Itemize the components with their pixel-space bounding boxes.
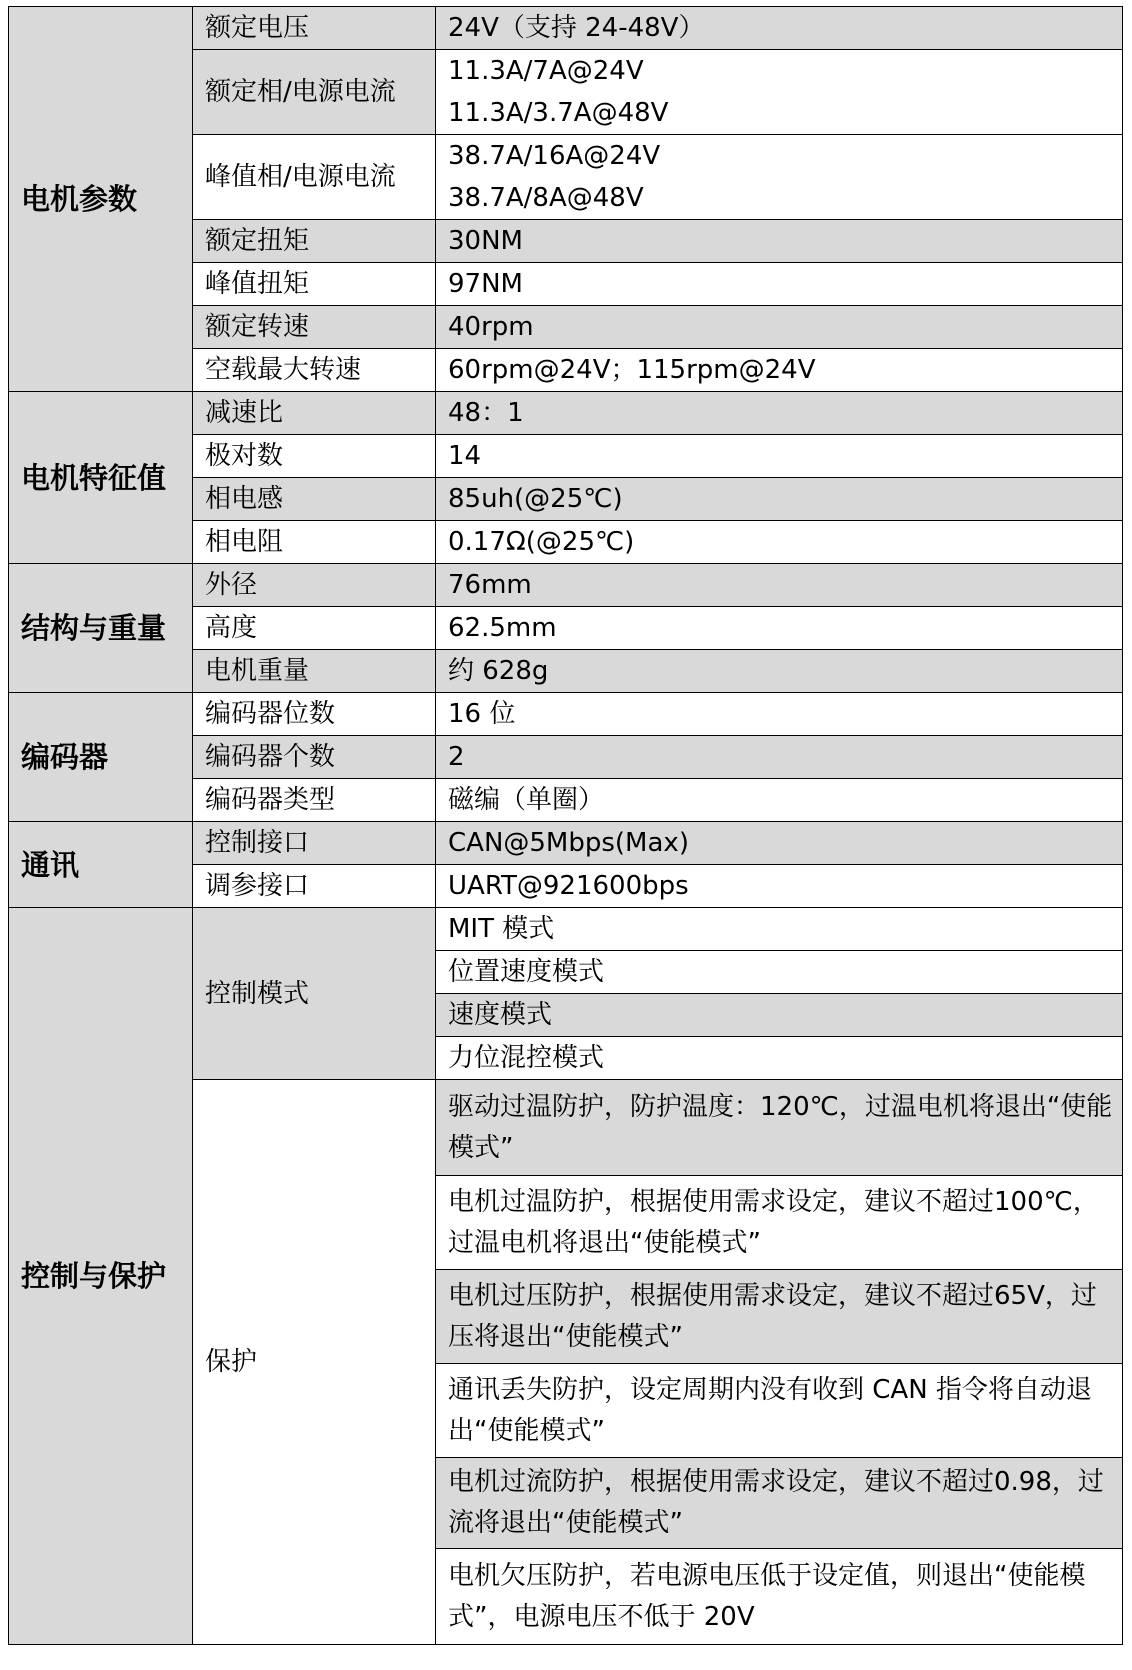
param-value: 85uh(@25℃) bbox=[436, 478, 1123, 521]
param-label: 额定转速 bbox=[193, 306, 436, 349]
category-cell: 通讯 bbox=[9, 822, 193, 908]
protection-item: 电机过流防护，根据使用需求设定，建议不超过0.98，过流将退出“使能模式” bbox=[436, 1458, 1123, 1549]
table-row bbox=[9, 822, 1123, 865]
param-label: 高度 bbox=[193, 607, 436, 650]
param-label: 额定电压 bbox=[193, 7, 436, 50]
param-value: 62.5mm bbox=[436, 607, 1123, 650]
protection-item: 电机过压防护，根据使用需求设定，建议不超过65V，过压将退出“使能模式” bbox=[436, 1270, 1123, 1364]
param-label: 控制模式 bbox=[193, 908, 436, 1080]
param-value: 14 bbox=[436, 435, 1123, 478]
param-label: 额定扭矩 bbox=[193, 220, 436, 263]
param-value: 38.7A/8A@48V bbox=[436, 177, 1123, 220]
table-row bbox=[9, 7, 1123, 50]
category-cell: 控制与保护 bbox=[9, 908, 193, 1645]
param-value: 0.17Ω(@25℃) bbox=[436, 521, 1123, 564]
mode-item: MIT 模式 bbox=[436, 908, 1123, 951]
param-value: 2 bbox=[436, 736, 1123, 779]
param-label: 编码器位数 bbox=[193, 693, 436, 736]
param-label: 控制接口 bbox=[193, 822, 436, 865]
category-cell: 电机参数 bbox=[9, 7, 193, 392]
category-cell: 电机特征值 bbox=[9, 392, 193, 564]
protection-item: 通讯丢失防护，设定周期内没有收到 CAN 指令将自动退出“使能模式” bbox=[436, 1364, 1123, 1458]
param-value: 16 位 bbox=[436, 693, 1123, 736]
param-label: 调参接口 bbox=[193, 865, 436, 908]
param-value: 磁编（单圈） bbox=[436, 779, 1123, 822]
param-label: 极对数 bbox=[193, 435, 436, 478]
param-value: 76mm bbox=[436, 564, 1123, 607]
param-label: 保护 bbox=[193, 1080, 436, 1645]
param-label: 额定相/电源电流 bbox=[193, 50, 436, 135]
param-value: 11.3A/7A@24V bbox=[436, 50, 1123, 93]
param-label: 峰值相/电源电流 bbox=[193, 135, 436, 220]
param-label: 相电感 bbox=[193, 478, 436, 521]
param-value: CAN@5Mbps(Max) bbox=[436, 822, 1123, 865]
param-value: 40rpm bbox=[436, 306, 1123, 349]
table-row bbox=[9, 392, 1123, 435]
mode-item: 位置速度模式 bbox=[436, 951, 1123, 994]
param-label: 编码器个数 bbox=[193, 736, 436, 779]
param-value: 24V（支持 24-48V） bbox=[436, 7, 1123, 50]
table-row bbox=[9, 693, 1123, 736]
protection-item: 驱动过温防护，防护温度：120℃，过温电机将退出“使能模式” bbox=[436, 1080, 1123, 1176]
param-value: 30NM bbox=[436, 220, 1123, 263]
param-label: 电机重量 bbox=[193, 650, 436, 693]
param-label: 减速比 bbox=[193, 392, 436, 435]
param-value: UART@921600bps bbox=[436, 865, 1123, 908]
mode-item: 力位混控模式 bbox=[436, 1037, 1123, 1080]
spec-table bbox=[8, 6, 1123, 1645]
param-label: 相电阻 bbox=[193, 521, 436, 564]
table-row bbox=[9, 564, 1123, 607]
param-value: 38.7A/16A@24V bbox=[436, 135, 1123, 178]
param-value: 60rpm@24V；115rpm@24V bbox=[436, 349, 1123, 392]
category-cell: 编码器 bbox=[9, 693, 193, 822]
param-label: 峰值扭矩 bbox=[193, 263, 436, 306]
protection-item: 电机过温防护，根据使用需求设定，建议不超过100℃，过温电机将退出“使能模式” bbox=[436, 1176, 1123, 1270]
param-label: 空载最大转速 bbox=[193, 349, 436, 392]
table-row bbox=[9, 908, 1123, 951]
category-cell: 结构与重量 bbox=[9, 564, 193, 693]
mode-item: 速度模式 bbox=[436, 994, 1123, 1037]
param-value: 48：1 bbox=[436, 392, 1123, 435]
param-label: 外径 bbox=[193, 564, 436, 607]
param-value: 97NM bbox=[436, 263, 1123, 306]
param-value: 11.3A/3.7A@48V bbox=[436, 92, 1123, 135]
param-value: 约 628g bbox=[436, 650, 1123, 693]
protection-item: 电机欠压防护，若电源电压低于设定值，则退出“使能模式”，电源电压不低于 20V bbox=[436, 1549, 1123, 1645]
param-label: 编码器类型 bbox=[193, 779, 436, 822]
